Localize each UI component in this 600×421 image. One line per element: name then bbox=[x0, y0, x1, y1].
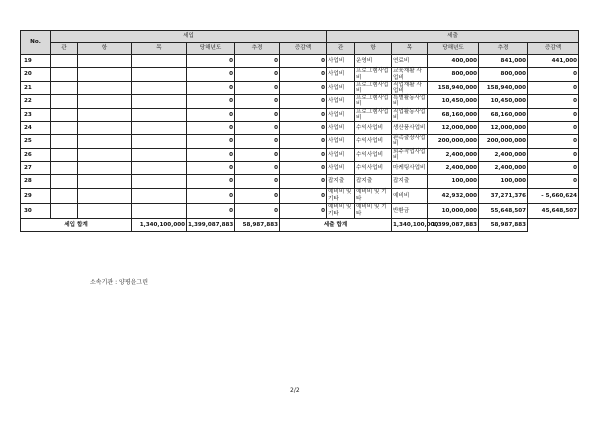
expense-hang-cell: 프로그램사업비 bbox=[355, 95, 392, 108]
expense-hang-cell: 예비비 및 기타 bbox=[355, 203, 392, 218]
table-row bbox=[21, 81, 579, 94]
expense-difference-cell: 0 bbox=[528, 175, 579, 188]
row-number: 21 bbox=[21, 81, 51, 94]
income-gwan-cell bbox=[51, 175, 78, 188]
income-difference-cell: 0 bbox=[280, 203, 327, 218]
income-difference-cell: 0 bbox=[280, 175, 327, 188]
income-hang-cell bbox=[78, 203, 132, 218]
expense-hang-cell: 잡지출 bbox=[355, 175, 392, 188]
table-row bbox=[21, 162, 579, 175]
income-difference-cell: 0 bbox=[280, 95, 327, 108]
expense-supplementary-cell: 841,000 bbox=[479, 55, 528, 68]
income-mok-cell bbox=[132, 203, 187, 218]
income-supplementary-cell: 0 bbox=[235, 188, 280, 203]
expense-total-label: 세출 합계 bbox=[280, 218, 392, 231]
income-total-label: 세입 합계 bbox=[21, 218, 132, 231]
income-mok-cell bbox=[132, 108, 187, 121]
income-difference-cell: 0 bbox=[280, 55, 327, 68]
page-number: 2/2 bbox=[290, 387, 300, 394]
expense-hang-cell: 수익사업비 bbox=[355, 148, 392, 161]
table-row bbox=[21, 135, 579, 148]
income-hang-cell bbox=[78, 135, 132, 148]
income-difference-cell: 0 bbox=[280, 81, 327, 94]
income-current-cell: 0 bbox=[187, 121, 235, 134]
expense-gwan-cell: 사업비 bbox=[327, 95, 355, 108]
income-mok-cell bbox=[132, 135, 187, 148]
expense-gwan-cell: 사업비 bbox=[327, 55, 355, 68]
row-number: 22 bbox=[21, 95, 51, 108]
table-row bbox=[21, 121, 579, 134]
income-hang-cell bbox=[78, 81, 132, 94]
expense-gwan-cell: 사업비 bbox=[327, 121, 355, 134]
expense-current-cell: 68,160,000 bbox=[428, 108, 479, 121]
income-difference-cell: 0 bbox=[280, 135, 327, 148]
income-hang-cell bbox=[78, 121, 132, 134]
income-hang-cell bbox=[78, 188, 132, 203]
column-header-expense-gwan: 관 bbox=[327, 43, 355, 55]
expense-hang-cell: 수익사업비 bbox=[355, 121, 392, 134]
expense-current-cell: 10,000,000 bbox=[428, 203, 479, 218]
expense-gwan-cell: 사업비 bbox=[327, 162, 355, 175]
expense-mok-cell: 직업활동사업비 bbox=[392, 108, 428, 121]
expense-difference-cell: - 5,660,624 bbox=[528, 188, 579, 203]
expense-hang-cell: 프로그램사업비 bbox=[355, 108, 392, 121]
row-number: 28 bbox=[21, 175, 51, 188]
header-row-group bbox=[21, 31, 579, 43]
header-columns-row bbox=[21, 43, 579, 55]
income-current-cell: 0 bbox=[187, 188, 235, 203]
expense-mok-cell: 외주작업사업비 bbox=[392, 148, 428, 161]
expense-current-cell: 400,000 bbox=[428, 55, 479, 68]
table-row bbox=[21, 95, 579, 108]
column-header-income-supplementary: 추경 bbox=[235, 43, 280, 55]
income-gwan-cell bbox=[51, 81, 78, 94]
expense-total-difference: 58,987,883 bbox=[479, 218, 528, 231]
expense-current-cell: 12,000,000 bbox=[428, 121, 479, 134]
income-hang-cell bbox=[78, 95, 132, 108]
income-gwan-cell bbox=[51, 121, 78, 134]
expense-gwan-cell: 사업비 bbox=[327, 135, 355, 148]
income-current-cell: 0 bbox=[187, 68, 235, 81]
column-header-expense-current: 당해년도 bbox=[428, 43, 479, 55]
expense-supplementary-cell: 10,450,000 bbox=[479, 95, 528, 108]
row-number: 30 bbox=[21, 203, 51, 218]
income-hang-cell bbox=[78, 55, 132, 68]
expense-supplementary-cell: 55,648,507 bbox=[479, 203, 528, 218]
income-hang-cell bbox=[78, 175, 132, 188]
income-section-header: 세입 bbox=[51, 31, 327, 43]
column-header-expense-difference: 증감액 bbox=[528, 43, 579, 55]
income-current-cell: 0 bbox=[187, 148, 235, 161]
expense-hang-cell: 예비비 및 기타 bbox=[355, 188, 392, 203]
income-supplementary-cell: 0 bbox=[235, 108, 280, 121]
budget-table bbox=[20, 30, 579, 232]
expense-gwan-cell: 사업비 bbox=[327, 68, 355, 81]
income-current-cell: 0 bbox=[187, 95, 235, 108]
column-header-expense-hang: 항 bbox=[355, 43, 392, 55]
expense-section-header: 세출 bbox=[327, 31, 579, 43]
expense-gwan-cell: 사업비 bbox=[327, 81, 355, 94]
income-gwan-cell bbox=[51, 162, 78, 175]
column-header-income-difference: 증감액 bbox=[280, 43, 327, 55]
income-current-cell: 0 bbox=[187, 162, 235, 175]
income-supplementary-cell: 0 bbox=[235, 135, 280, 148]
income-current-cell: 0 bbox=[187, 81, 235, 94]
income-supplementary-cell: 0 bbox=[235, 55, 280, 68]
table-row bbox=[21, 203, 579, 218]
expense-hang-cell: 수익사업비 bbox=[355, 162, 392, 175]
row-number: 29 bbox=[21, 188, 51, 203]
income-mok-cell bbox=[132, 68, 187, 81]
row-number: 20 bbox=[21, 68, 51, 81]
expense-difference-cell: 0 bbox=[528, 68, 579, 81]
income-mok-cell bbox=[132, 55, 187, 68]
income-hang-cell bbox=[78, 162, 132, 175]
income-supplementary-cell: 0 bbox=[235, 68, 280, 81]
expense-hang-cell: 프로그램사업비 bbox=[355, 68, 392, 81]
expense-current-cell: 100,000 bbox=[428, 175, 479, 188]
table-row bbox=[21, 68, 579, 81]
expense-current-cell: 10,450,000 bbox=[428, 95, 479, 108]
income-gwan-cell bbox=[51, 95, 78, 108]
income-hang-cell bbox=[78, 148, 132, 161]
income-gwan-cell bbox=[51, 135, 78, 148]
income-gwan-cell bbox=[51, 68, 78, 81]
income-difference-cell: 0 bbox=[280, 121, 327, 134]
income-current-cell: 0 bbox=[187, 108, 235, 121]
income-difference-cell: 0 bbox=[280, 188, 327, 203]
income-difference-cell: 0 bbox=[280, 108, 327, 121]
expense-difference-cell: 0 bbox=[528, 121, 579, 134]
expense-mok-cell: 예비비 bbox=[392, 188, 428, 203]
income-supplementary-cell: 0 bbox=[235, 203, 280, 218]
expense-mok-cell: 잡지출 bbox=[392, 175, 428, 188]
expense-mok-cell: 반환금 bbox=[392, 203, 428, 218]
income-current-cell: 0 bbox=[187, 175, 235, 188]
agency-label: 소속기관 : 양평윤그린 bbox=[90, 279, 149, 286]
row-number: 27 bbox=[21, 162, 51, 175]
column-header-expense-supplementary: 추경 bbox=[479, 43, 528, 55]
expense-difference-cell: 0 bbox=[528, 108, 579, 121]
expense-supplementary-cell: 37,271,376 bbox=[479, 188, 528, 203]
expense-supplementary-cell: 100,000 bbox=[479, 175, 528, 188]
income-gwan-cell bbox=[51, 148, 78, 161]
expense-gwan-cell: 사업비 bbox=[327, 108, 355, 121]
table-row bbox=[21, 108, 579, 121]
row-number: 26 bbox=[21, 148, 51, 161]
row-number: 24 bbox=[21, 121, 51, 134]
income-gwan-cell bbox=[51, 188, 78, 203]
expense-gwan-cell: 잡지출 bbox=[327, 175, 355, 188]
expense-difference-cell: 0 bbox=[528, 95, 579, 108]
expense-supplementary-cell: 800,000 bbox=[479, 68, 528, 81]
expense-hang-cell: 수익사업비 bbox=[355, 135, 392, 148]
income-difference-cell: 0 bbox=[280, 148, 327, 161]
expense-difference-cell: 441,000 bbox=[528, 55, 579, 68]
column-header-expense-mok: 목 bbox=[392, 43, 428, 55]
column-header-income-hang: 항 bbox=[78, 43, 132, 55]
expense-hang-cell: 운영비 bbox=[355, 55, 392, 68]
income-mok-cell bbox=[132, 162, 187, 175]
expense-gwan-cell: 예비비 및 기타 bbox=[327, 188, 355, 203]
row-number: 19 bbox=[21, 55, 51, 68]
column-header-income-current: 당해년도 bbox=[187, 43, 235, 55]
totals-row bbox=[21, 218, 579, 231]
income-supplementary-cell: 0 bbox=[235, 95, 280, 108]
expense-mok-cell: 마케팅사업비 bbox=[392, 162, 428, 175]
expense-total-supplementary: 1,399,087,883 bbox=[428, 218, 479, 231]
expense-difference-cell: 0 bbox=[528, 135, 579, 148]
expense-mok-cell: 판촉출장사업비 bbox=[392, 135, 428, 148]
expense-total-current: 1,340,100,000 bbox=[392, 218, 428, 231]
expense-supplementary-cell: 68,160,000 bbox=[479, 108, 528, 121]
income-supplementary-cell: 0 bbox=[235, 121, 280, 134]
column-header-income-mok: 목 bbox=[132, 43, 187, 55]
income-gwan-cell bbox=[51, 55, 78, 68]
income-supplementary-cell: 0 bbox=[235, 162, 280, 175]
table-row bbox=[21, 175, 579, 188]
income-mok-cell bbox=[132, 148, 187, 161]
income-mok-cell bbox=[132, 175, 187, 188]
expense-mok-cell: 연료비 bbox=[392, 55, 428, 68]
expense-current-cell: 2,400,000 bbox=[428, 148, 479, 161]
expense-difference-cell: 0 bbox=[528, 148, 579, 161]
income-hang-cell bbox=[78, 68, 132, 81]
income-supplementary-cell: 0 bbox=[235, 148, 280, 161]
income-total-current: 1,340,100,000 bbox=[132, 218, 187, 231]
income-difference-cell: 0 bbox=[280, 162, 327, 175]
expense-supplementary-cell: 2,400,000 bbox=[479, 148, 528, 161]
income-supplementary-cell: 0 bbox=[235, 81, 280, 94]
income-mok-cell bbox=[132, 121, 187, 134]
income-hang-cell bbox=[78, 108, 132, 121]
expense-supplementary-cell: 200,000,000 bbox=[479, 135, 528, 148]
expense-current-cell: 158,940,000 bbox=[428, 81, 479, 94]
income-supplementary-cell: 0 bbox=[235, 175, 280, 188]
expense-current-cell: 200,000,000 bbox=[428, 135, 479, 148]
column-header-no: No. bbox=[21, 31, 51, 55]
expense-current-cell: 2,400,000 bbox=[428, 162, 479, 175]
expense-gwan-cell: 예비비 및 기타 bbox=[327, 203, 355, 218]
income-mok-cell bbox=[132, 95, 187, 108]
expense-difference-cell: 45,648,507 bbox=[528, 203, 579, 218]
row-number: 25 bbox=[21, 135, 51, 148]
expense-mok-cell: 직업재활 사업비 bbox=[392, 81, 428, 94]
expense-supplementary-cell: 2,400,000 bbox=[479, 162, 528, 175]
table-row bbox=[21, 148, 579, 161]
income-gwan-cell bbox=[51, 108, 78, 121]
row-number: 23 bbox=[21, 108, 51, 121]
expense-hang-cell: 프로그램사업비 bbox=[355, 81, 392, 94]
table-row bbox=[21, 188, 579, 203]
income-current-cell: 0 bbox=[187, 203, 235, 218]
column-header-income-gwan: 관 bbox=[51, 43, 78, 55]
expense-difference-cell: 0 bbox=[528, 162, 579, 175]
expense-supplementary-cell: 12,000,000 bbox=[479, 121, 528, 134]
income-total-supplementary: 1,399,087,883 bbox=[187, 218, 235, 231]
expense-difference-cell: 0 bbox=[528, 81, 579, 94]
income-mok-cell bbox=[132, 81, 187, 94]
expense-mok-cell: 특별활동사업비 bbox=[392, 95, 428, 108]
income-mok-cell bbox=[132, 188, 187, 203]
expense-supplementary-cell: 158,940,000 bbox=[479, 81, 528, 94]
expense-current-cell: 800,000 bbox=[428, 68, 479, 81]
expense-mok-cell: 교육재활 사업비 bbox=[392, 68, 428, 81]
expense-current-cell: 42,932,000 bbox=[428, 188, 479, 203]
income-total-difference: 58,987,883 bbox=[235, 218, 280, 231]
income-current-cell: 0 bbox=[187, 135, 235, 148]
income-gwan-cell bbox=[51, 203, 78, 218]
expense-mok-cell: 생산품사업비 bbox=[392, 121, 428, 134]
expense-gwan-cell: 사업비 bbox=[327, 148, 355, 161]
income-current-cell: 0 bbox=[187, 55, 235, 68]
income-difference-cell: 0 bbox=[280, 68, 327, 81]
table-row bbox=[21, 55, 579, 68]
